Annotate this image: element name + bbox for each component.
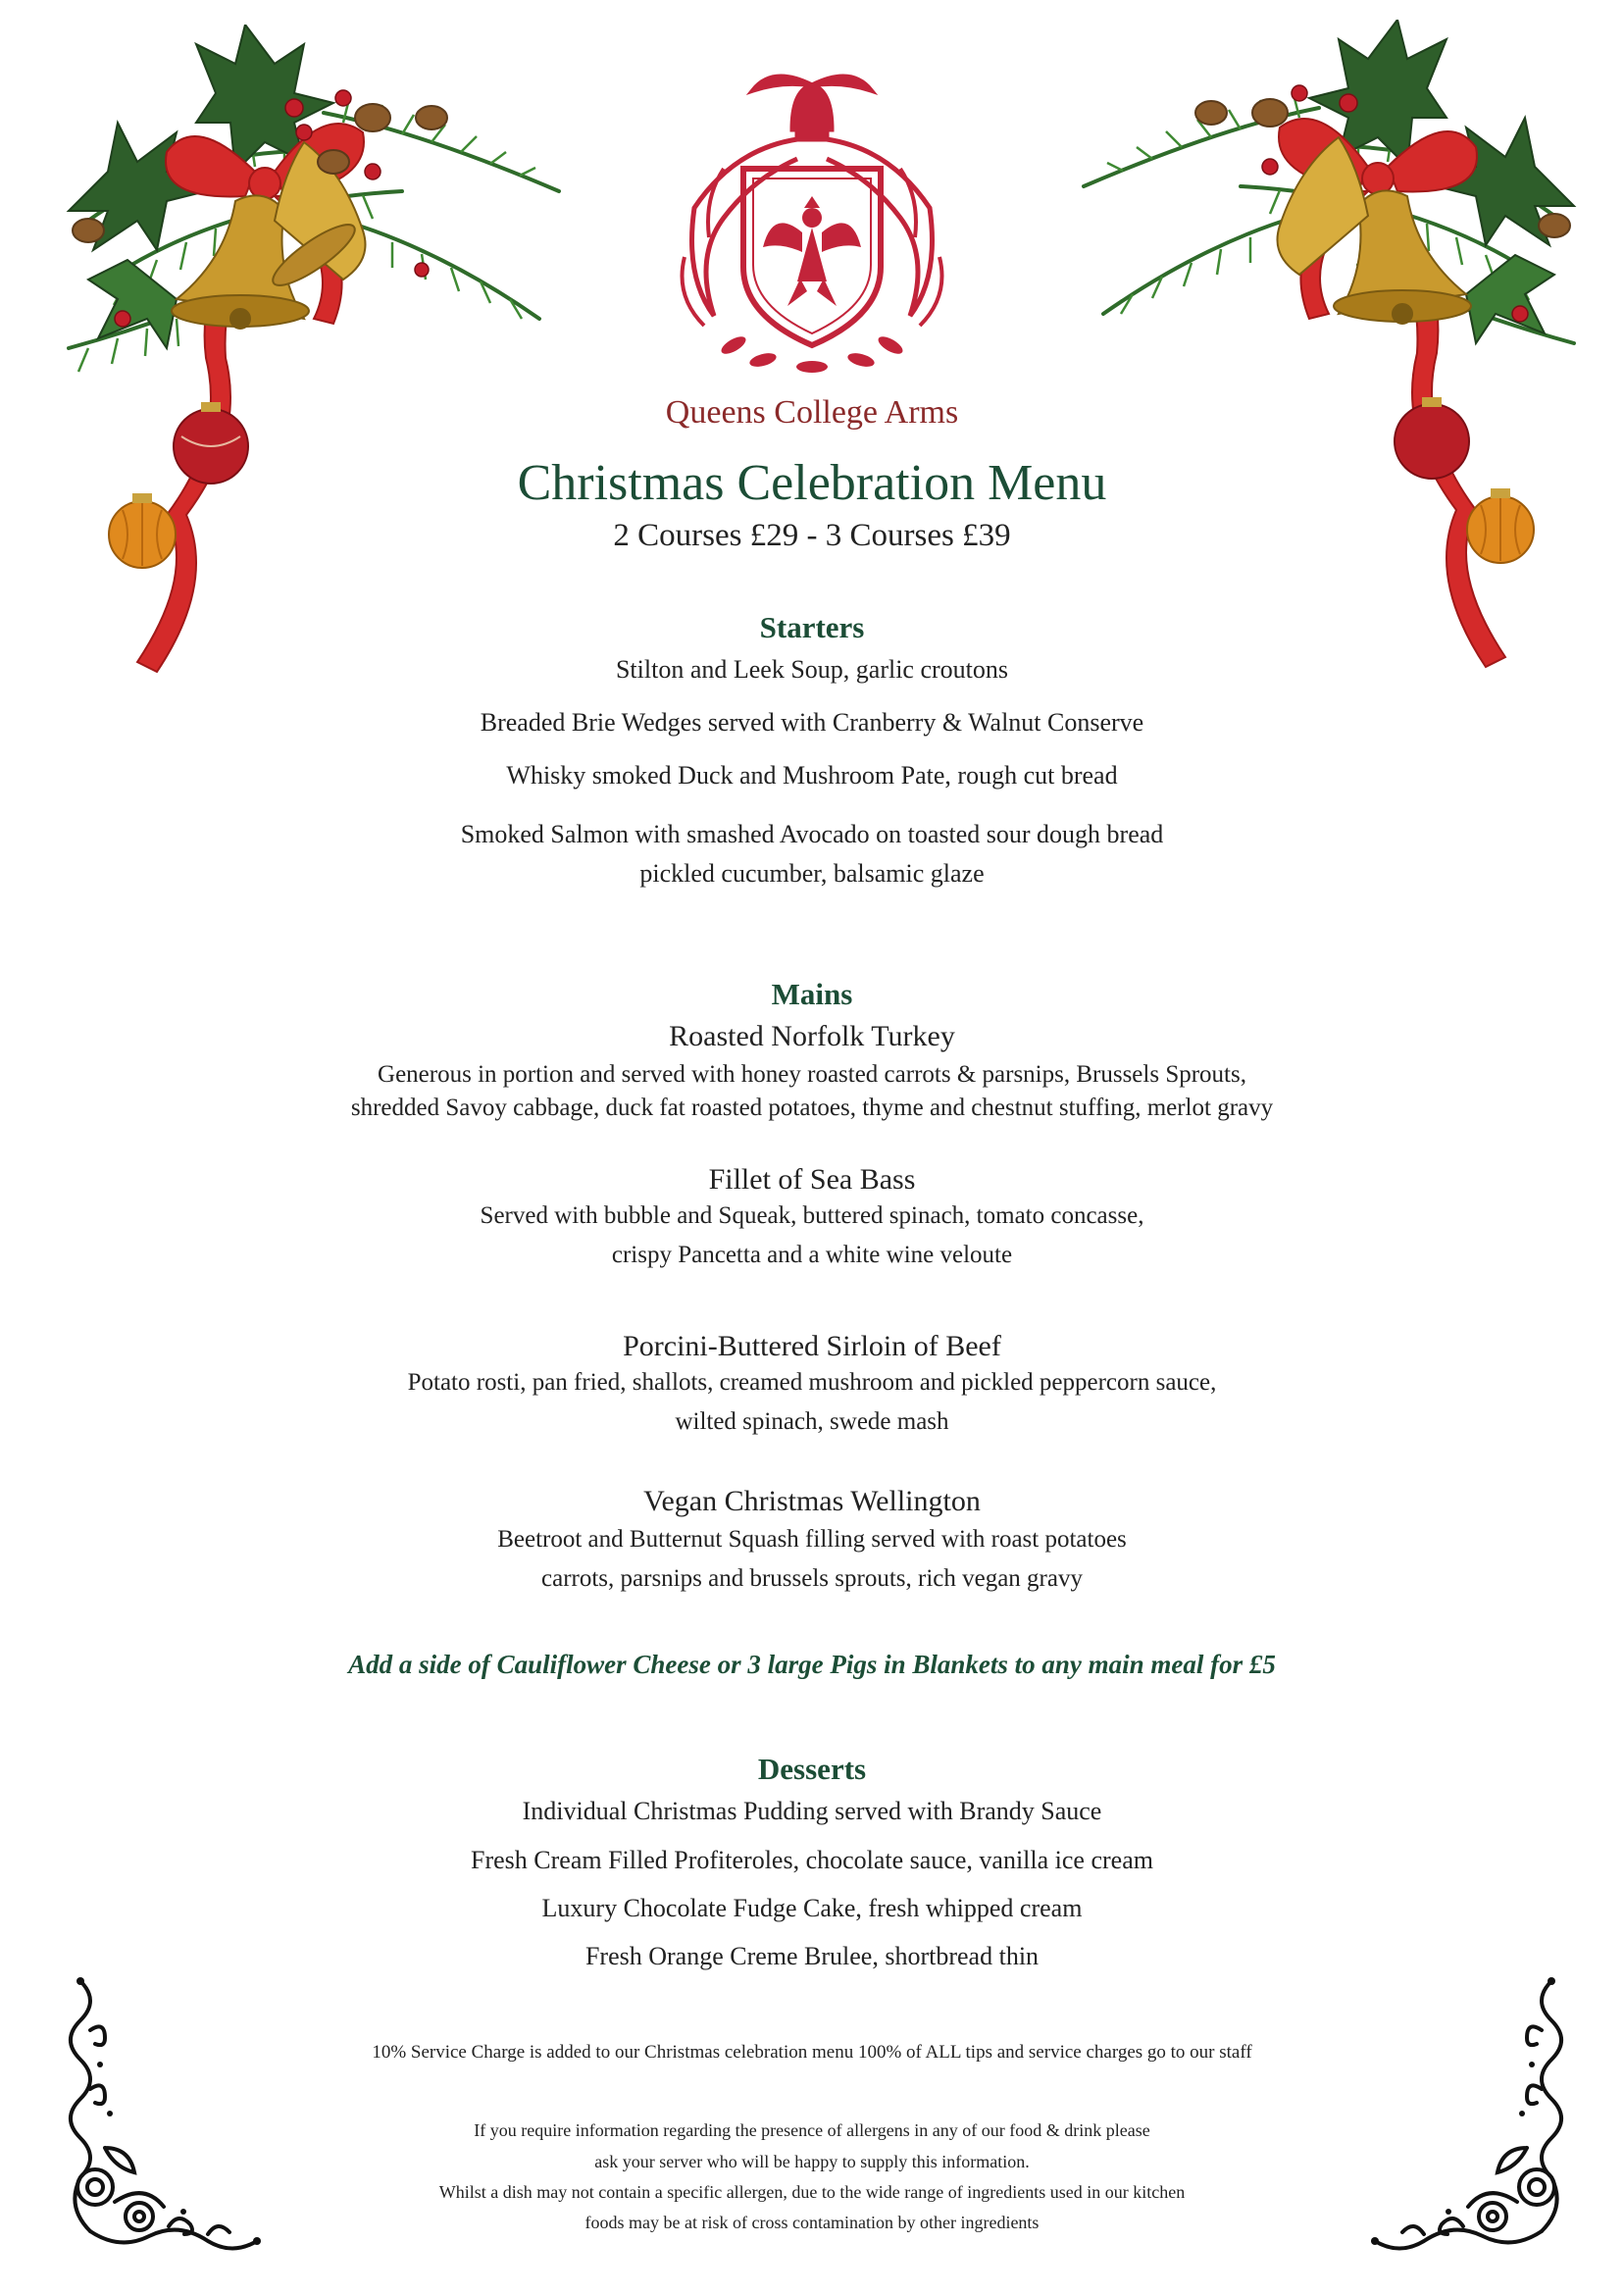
crest-eagle-icon: [665, 61, 959, 384]
main-dish-description: carrots, parsnips and brussels sprouts, rich vegan gravy: [541, 1565, 1083, 1592]
main-dish-description: wilted spinach, swede mash: [675, 1408, 949, 1435]
allergen-note: ask your server who will be happy to supply this information.: [594, 2152, 1030, 2171]
starter-item: Breaded Brie Wedges served with Cranberry & Walnut Conserve: [480, 708, 1144, 737]
mains-heading: Mains: [771, 977, 853, 1011]
restaurant-name: Queens College Arms: [665, 394, 959, 431]
allergen-note: Whilst a dish may not contain a specific allergen, due to the wide range of ingredients used in our kitchen: [438, 2182, 1186, 2202]
starter-item: Stilton and Leek Soup, garlic croutons: [615, 655, 1009, 684]
starter-item: Whisky smoked Duck and Mushroom Pate, rough cut bread: [506, 761, 1118, 790]
menu-title: Christmas Celebration Menu: [517, 455, 1107, 511]
allergen-note: If you require information regarding the presence of allergens in any of our food & drink please: [474, 2120, 1150, 2140]
dessert-item: Fresh Orange Creme Brulee, shortbread thin: [584, 1942, 1040, 1970]
main-dish-description: shredded Savoy cabbage, duck fat roasted potatoes, thyme and chestnut stuffing, merlot gravy: [350, 1095, 1274, 1121]
main-dish-name: Vegan Christmas Wellington: [643, 1485, 981, 1517]
allergen-note: foods may be at risk of cross contamination by other ingredients: [584, 2213, 1040, 2232]
main-dish-name: Porcini-Buttered Sirloin of Beef: [623, 1330, 1001, 1362]
main-dish-description: Beetroot and Butternut Squash filling served with roast potatoes: [497, 1526, 1127, 1553]
desserts-heading: Desserts: [757, 1752, 867, 1786]
starter-item-continuation: pickled cucumber, balsamic glaze: [639, 859, 985, 888]
pricing-line: 2 Courses £29 - 3 Courses £39: [613, 518, 1011, 553]
dessert-item: Fresh Cream Filled Profiteroles, chocolate sauce, vanilla ice cream: [471, 1846, 1153, 1874]
main-dish-name: Roasted Norfolk Turkey: [669, 1020, 955, 1052]
starters-heading: Starters: [759, 610, 865, 644]
dessert-item: Luxury Chocolate Fudge Cake, fresh whipped cream: [541, 1894, 1083, 1922]
main-dish-description: Served with bubble and Squeak, buttered spinach, tomato concasse,: [480, 1202, 1144, 1229]
main-dish-name: Fillet of Sea Bass: [708, 1163, 916, 1196]
dessert-item: Individual Christmas Pudding served with Brandy Sauce: [522, 1797, 1102, 1825]
side-offer: Add a side of Cauliflower Cheese or 3 large Pigs in Blankets to any main meal for £5: [348, 1650, 1276, 1679]
main-dish-description: crispy Pancetta and a white wine veloute: [611, 1242, 1013, 1268]
main-dish-description: Potato rosti, pan fried, shallots, creamed mushroom and pickled peppercorn sauce,: [407, 1369, 1217, 1396]
main-dish-description: Generous in portion and served with honey roasted carrots & parsnips, Brussels Sprouts,: [378, 1061, 1246, 1088]
starter-item: Smoked Salmon with smashed Avocado on toasted sour dough bread: [460, 820, 1164, 848]
service-charge-note: 10% Service Charge is added to our Christmas celebration menu 100% of ALL tips and service charges go to our staff: [372, 2042, 1252, 2063]
